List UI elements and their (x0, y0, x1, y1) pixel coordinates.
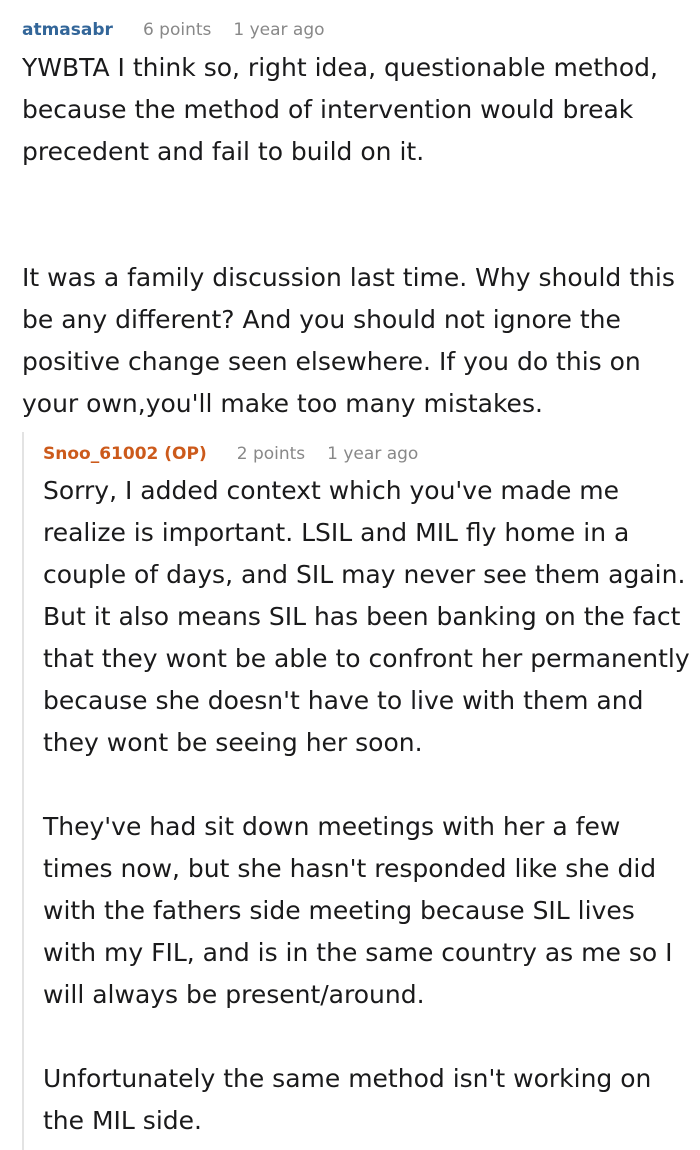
comment-text: It was a family discussion last time. Why should this be any different? And you should not ignore the positive change seen elsewhere. If you do this on your own,you'll make too many mistakes. (22, 263, 675, 418)
reply-text: They've had sit down meetings with her a few times now, but she hasn't responded like she did with the fathers side meeting because SIL lives with my FIL, and is in the same country as me so I will always be present/around. (43, 812, 673, 1009)
reply-body-paragraph (43, 470, 693, 764)
comment-body-paragraph (22, 47, 692, 173)
comment-text: YWBTA I think so, right idea, questionable method, because the method of intervention would break precedent and fail to build on it. (22, 53, 658, 166)
reply-points: 2 points (236, 444, 306, 464)
reply-meta (43, 442, 418, 468)
comment-body-paragraph (22, 257, 692, 425)
reply-comment (22, 432, 692, 1150)
comment-points: 6 points (142, 20, 212, 40)
comment-timestamp[interactable]: 1 year ago (233, 20, 325, 40)
comment-meta (22, 18, 692, 44)
reply-text: Sorry, I added context which you've made me realize is important. LSIL and MIL fly home in a couple of days, and SIL may never see them again. But it also means SIL has been banking on the fact that they wont be able to confront her permanently because she doesn't have to live with them and they wont be seeing her soon. (43, 476, 690, 757)
reply-timestamp[interactable]: 1 year ago (327, 444, 419, 464)
thread-line[interactable] (22, 432, 24, 1150)
reply-body-paragraph (43, 1058, 693, 1142)
reply-author-link[interactable]: Snoo_61002 (OP) (43, 444, 207, 464)
comment-author-link[interactable]: atmasabr (22, 20, 113, 40)
reply-text: Unfortunately the same method isn't working on the MIL side. (43, 1064, 652, 1135)
reply-body-paragraph (43, 806, 693, 1016)
top-comment (22, 18, 692, 44)
